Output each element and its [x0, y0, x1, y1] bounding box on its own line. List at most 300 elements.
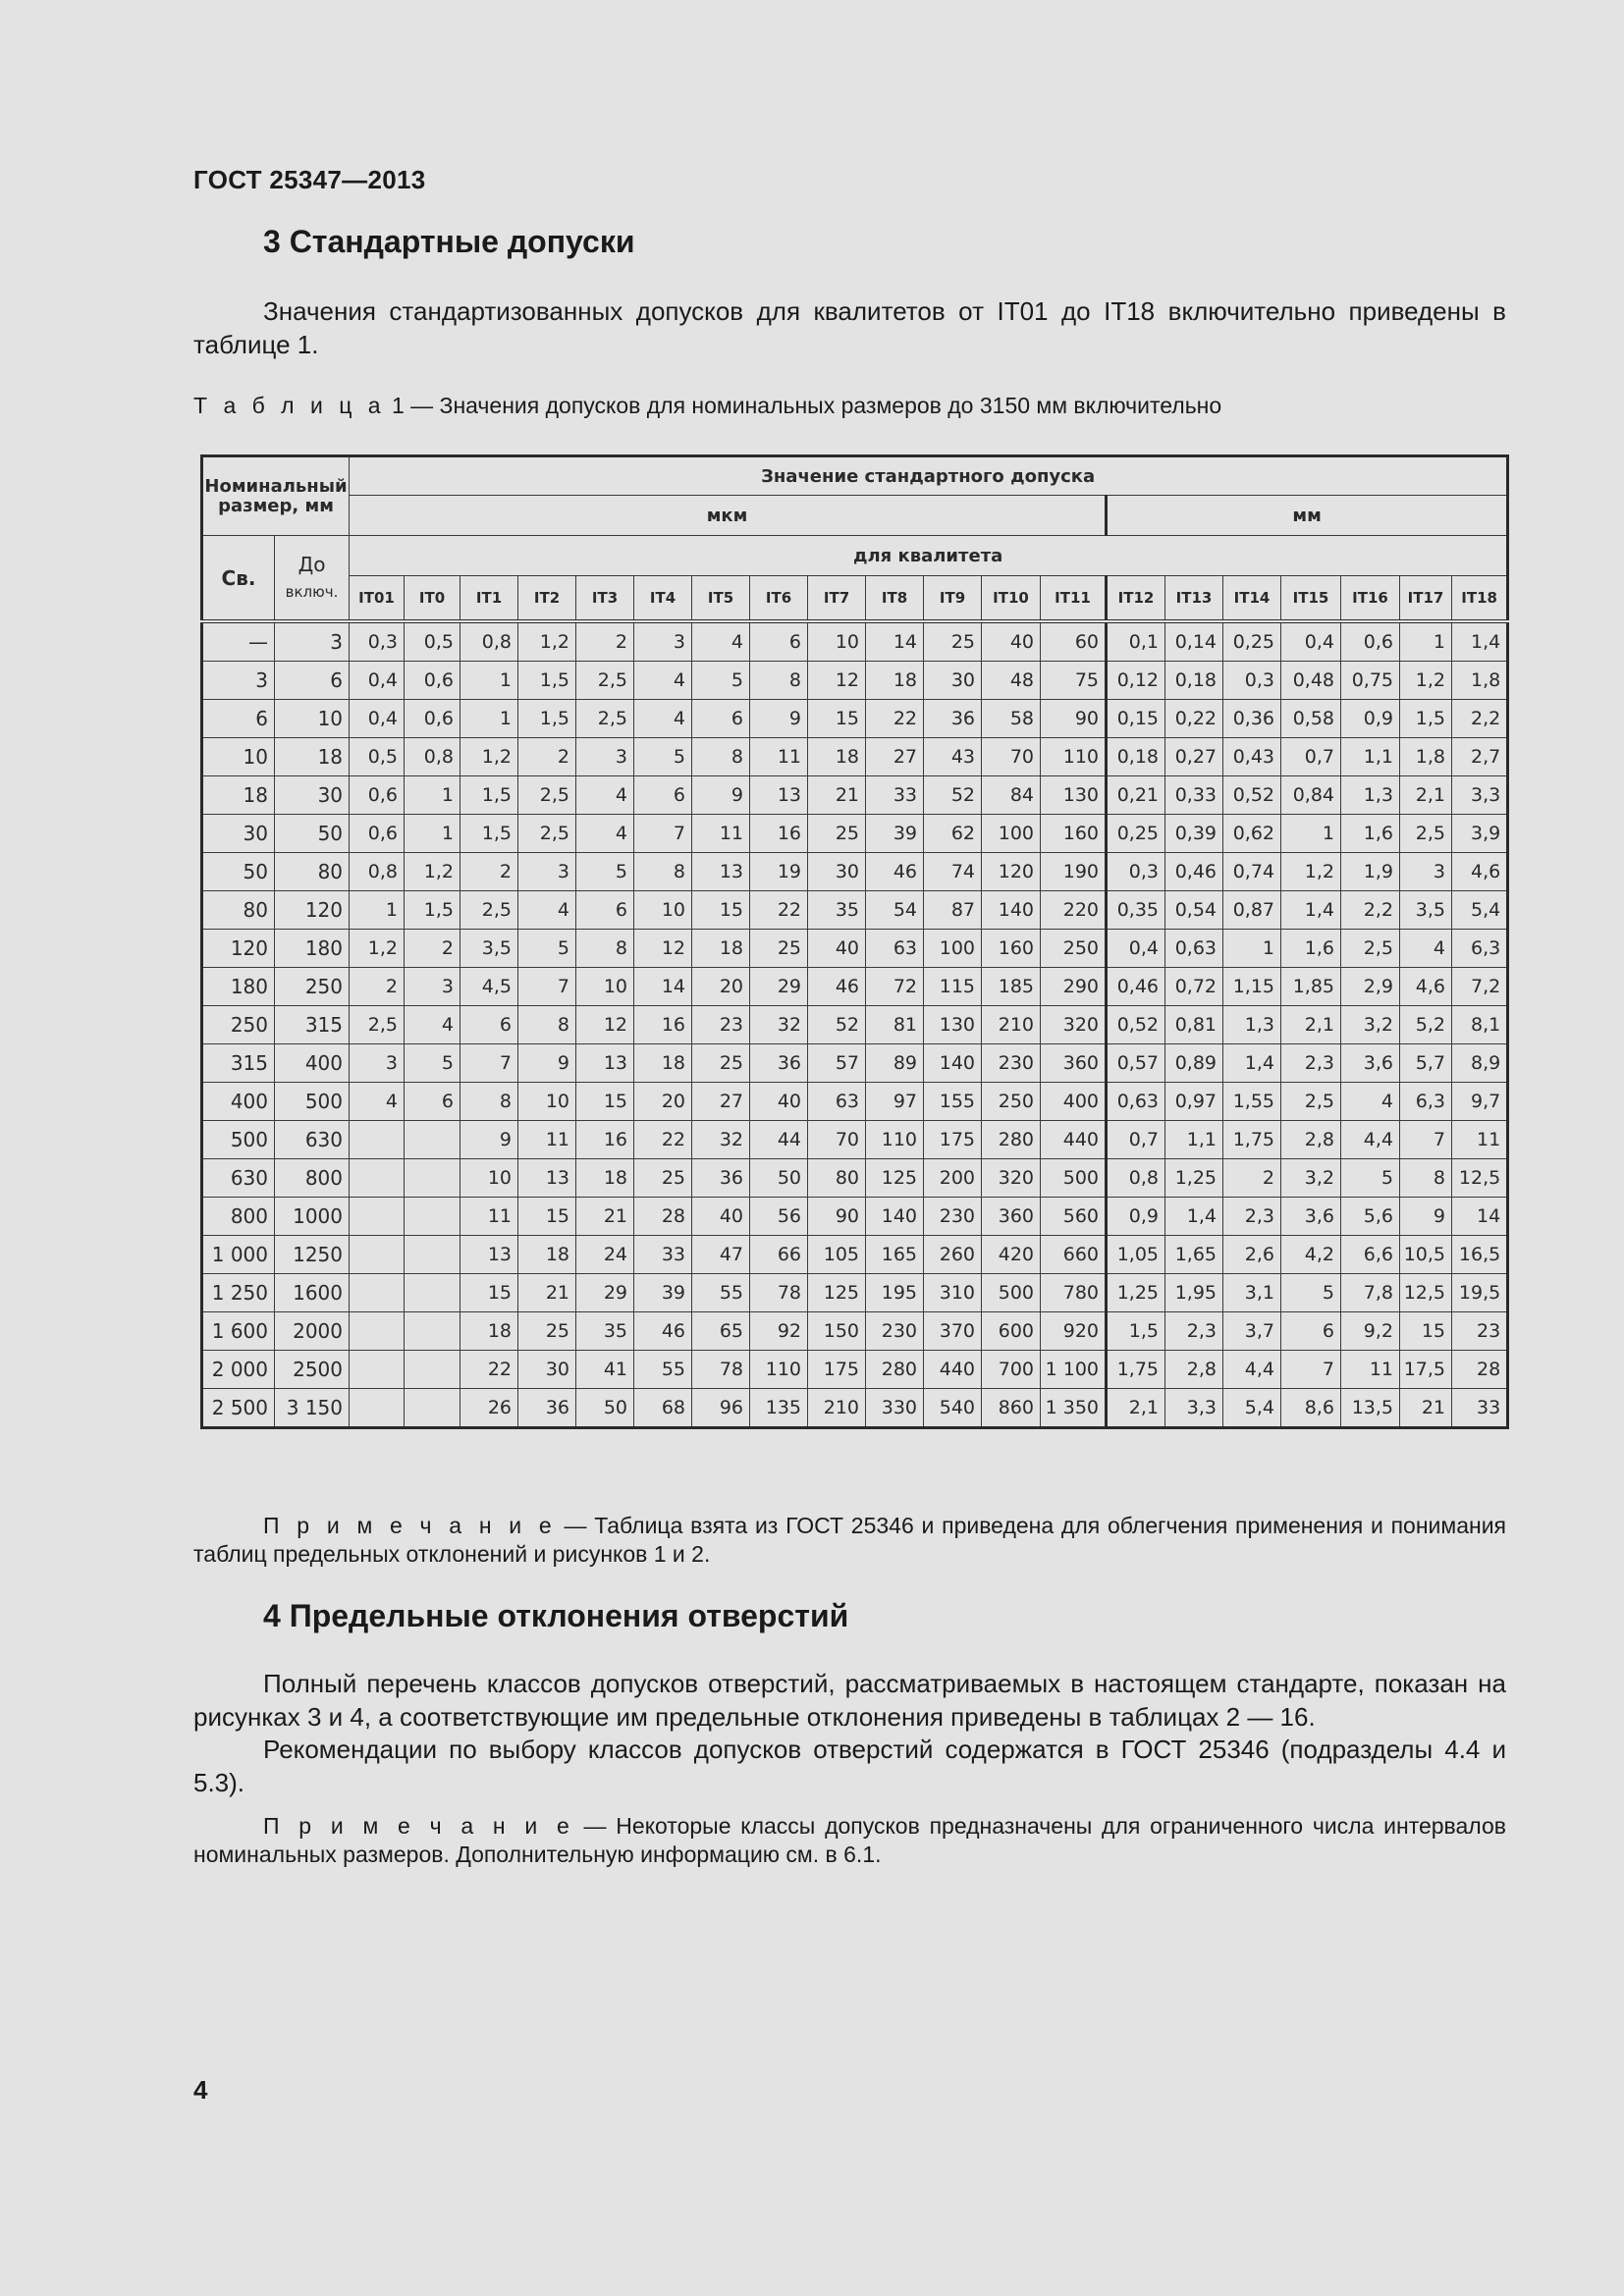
tolerance-cell-it8: 110 — [866, 1121, 924, 1159]
page-number: 4 — [193, 2075, 208, 2105]
tolerance-cell-it3: 50 — [576, 1389, 634, 1428]
tolerance-cell-it15: 2,1 — [1281, 1006, 1341, 1044]
tolerance-cell-it15: 5 — [1281, 1274, 1341, 1312]
tolerance-cell-it4: 3 — [634, 621, 692, 662]
tolerance-cell-it3: 18 — [576, 1159, 634, 1198]
tolerance-cell-it01: 0,5 — [350, 738, 405, 776]
tolerance-cell-it6: 8 — [750, 662, 808, 700]
tolerance-cell-it6: 135 — [750, 1389, 808, 1428]
tolerance-cell-it8: 165 — [866, 1236, 924, 1274]
tolerance-cell-it11: 290 — [1041, 968, 1107, 1006]
tolerance-cell-it16: 4,4 — [1341, 1121, 1400, 1159]
tolerance-cell-it4: 4 — [634, 662, 692, 700]
size-to-cell: 10 — [275, 700, 350, 738]
tolerance-cell-it12: 1,75 — [1107, 1351, 1165, 1389]
tolerance-cell-it16: 0,75 — [1341, 662, 1400, 700]
size-to-cell: 18 — [275, 738, 350, 776]
tolerance-cell-it6: 36 — [750, 1044, 808, 1083]
tolerance-cell-it0: 4 — [405, 1006, 460, 1044]
tolerance-cell-it11: 60 — [1041, 621, 1107, 662]
tolerance-cell-it11: 190 — [1041, 853, 1107, 891]
tolerance-cell-it16: 1,9 — [1341, 853, 1400, 891]
tolerance-cell-it17: 8 — [1400, 1159, 1452, 1198]
tolerance-cell-it14: 0,52 — [1223, 776, 1281, 815]
tolerance-cell-it7: 30 — [808, 853, 866, 891]
tolerance-cell-it13: 2,8 — [1165, 1351, 1223, 1389]
tolerance-cell-it14: 2,3 — [1223, 1198, 1281, 1236]
size-to-label: До — [298, 552, 326, 576]
size-to-cell: 180 — [275, 930, 350, 968]
tolerance-cell-it10: 250 — [982, 1083, 1041, 1121]
size-to-cell: 120 — [275, 891, 350, 930]
tolerance-cell-it2: 10 — [518, 1083, 576, 1121]
tolerance-cell-it3: 3 — [576, 738, 634, 776]
tolerance-cell-it15: 0,48 — [1281, 662, 1341, 700]
tolerance-cell-it01: 4 — [350, 1083, 405, 1121]
tolerance-cell-it16: 1,1 — [1341, 738, 1400, 776]
tolerance-cell-it13: 0,14 — [1165, 621, 1223, 662]
tolerance-cell-it2: 13 — [518, 1159, 576, 1198]
size-to-cell: 250 — [275, 968, 350, 1006]
tolerance-cell-it10: 210 — [982, 1006, 1041, 1044]
tolerance-cell-it18: 23 — [1452, 1312, 1508, 1351]
tolerance-cell-it2: 1,5 — [518, 662, 576, 700]
tolerance-cell-it11: 560 — [1041, 1198, 1107, 1236]
size-to-cell: 6 — [275, 662, 350, 700]
tolerance-cell-it16: 13,5 — [1341, 1389, 1400, 1428]
tolerance-cell-it0: 1,2 — [405, 853, 460, 891]
tolerance-cell-it14: 0,87 — [1223, 891, 1281, 930]
tolerance-cell-it3: 2,5 — [576, 700, 634, 738]
tolerance-cell-it0: 0,6 — [405, 700, 460, 738]
tolerance-cell-it7: 175 — [808, 1351, 866, 1389]
tolerance-cell-it4: 16 — [634, 1006, 692, 1044]
size-to-cell: 500 — [275, 1083, 350, 1121]
tolerance-cell-it9: 115 — [924, 968, 982, 1006]
tolerance-cell-it3: 4 — [576, 815, 634, 853]
size-from-cell: 30 — [202, 815, 275, 853]
tolerance-cell-it4: 46 — [634, 1312, 692, 1351]
tolerance-cell-it13: 2,3 — [1165, 1312, 1223, 1351]
tolerance-cell-it01: 0,6 — [350, 776, 405, 815]
tolerance-cell-it18: 8,1 — [1452, 1006, 1508, 1044]
tolerance-cell-it12: 1,05 — [1107, 1236, 1165, 1274]
tolerance-cell-it12: 0,21 — [1107, 776, 1165, 815]
tolerance-cell-it17: 12,5 — [1400, 1274, 1452, 1312]
tolerance-cell-it1: 22 — [460, 1351, 518, 1389]
tolerance-cell-it6: 25 — [750, 930, 808, 968]
grade-group-header: для квалитета — [350, 536, 1508, 576]
tolerance-cell-it12: 0,15 — [1107, 700, 1165, 738]
grade-header-it7: IT7 — [808, 576, 866, 622]
tolerance-cell-it10: 700 — [982, 1351, 1041, 1389]
tolerance-cell-it12: 0,35 — [1107, 891, 1165, 930]
tolerance-cell-it8: 81 — [866, 1006, 924, 1044]
tolerance-cell-it0: 1 — [405, 815, 460, 853]
tolerance-cell-it7: 10 — [808, 621, 866, 662]
tolerance-cell-it12: 0,3 — [1107, 853, 1165, 891]
section-3-intro-paragraph: Значения стандартизованных допусков для квалитетов от IT01 до IT18 включительно приведены в таблице 1. — [193, 296, 1506, 359]
tolerance-cell-it4: 8 — [634, 853, 692, 891]
tolerance-cell-it0: 1 — [405, 776, 460, 815]
tolerance-cell-it01 — [350, 1198, 405, 1236]
tolerance-cell-it5: 25 — [692, 1044, 750, 1083]
tolerance-cell-it0 — [405, 1121, 460, 1159]
grade-header-it1: IT1 — [460, 576, 518, 622]
tolerance-cell-it16: 4 — [1341, 1083, 1400, 1121]
tolerance-cell-it5: 23 — [692, 1006, 750, 1044]
tolerance-cell-it3: 29 — [576, 1274, 634, 1312]
tolerance-cell-it8: 63 — [866, 930, 924, 968]
tolerance-cell-it6: 92 — [750, 1312, 808, 1351]
tolerance-cell-it1: 1 — [460, 700, 518, 738]
tolerance-cell-it11: 1 350 — [1041, 1389, 1107, 1428]
unit-mm-header: мм — [1107, 496, 1508, 536]
tolerance-cell-it16: 5,6 — [1341, 1198, 1400, 1236]
tolerance-cell-it15: 1,4 — [1281, 891, 1341, 930]
tolerance-cell-it13: 0,63 — [1165, 930, 1223, 968]
tolerance-cell-it6: 50 — [750, 1159, 808, 1198]
tolerance-cell-it18: 11 — [1452, 1121, 1508, 1159]
tolerance-cell-it9: 87 — [924, 891, 982, 930]
tolerance-cell-it13: 0,89 — [1165, 1044, 1223, 1083]
tolerance-cell-it11: 920 — [1041, 1312, 1107, 1351]
tolerance-cell-it17: 1,2 — [1400, 662, 1452, 700]
tolerance-cell-it14: 0,62 — [1223, 815, 1281, 853]
tolerance-cell-it12: 0,1 — [1107, 621, 1165, 662]
size-to-cell: 1250 — [275, 1236, 350, 1274]
tolerance-cell-it10: 58 — [982, 700, 1041, 738]
tolerance-cell-it0 — [405, 1351, 460, 1389]
tolerance-cell-it5: 65 — [692, 1312, 750, 1351]
size-to-cell: 400 — [275, 1044, 350, 1083]
tolerance-cell-it3: 4 — [576, 776, 634, 815]
table-row — [202, 853, 1508, 891]
tolerance-cell-it01: 0,4 — [350, 662, 405, 700]
tolerance-cell-it14: 5,4 — [1223, 1389, 1281, 1428]
tolerance-cell-it12: 0,9 — [1107, 1198, 1165, 1236]
tolerance-cell-it11: 320 — [1041, 1006, 1107, 1044]
tolerance-cell-it11: 1 100 — [1041, 1351, 1107, 1389]
grade-header-it0: IT0 — [405, 576, 460, 622]
tolerance-cell-it8: 330 — [866, 1389, 924, 1428]
tolerance-cell-it6: 40 — [750, 1083, 808, 1121]
size-from-cell: 250 — [202, 1006, 275, 1044]
tolerance-cell-it01: 2 — [350, 968, 405, 1006]
tolerance-cell-it16: 2,9 — [1341, 968, 1400, 1006]
tolerance-cell-it14: 0,43 — [1223, 738, 1281, 776]
tolerance-cell-it18: 16,5 — [1452, 1236, 1508, 1274]
tolerance-cell-it4: 6 — [634, 776, 692, 815]
tolerance-cell-it17: 15 — [1400, 1312, 1452, 1351]
table-caption-label: Т а б л и ц а — [193, 393, 386, 418]
tolerance-cell-it1: 7 — [460, 1044, 518, 1083]
tolerance-cell-it5: 15 — [692, 891, 750, 930]
tolerance-cell-it6: 16 — [750, 815, 808, 853]
tolerance-cell-it11: 500 — [1041, 1159, 1107, 1198]
tolerance-cell-it18: 3,3 — [1452, 776, 1508, 815]
tolerance-cell-it7: 210 — [808, 1389, 866, 1428]
size-to-cell: 80 — [275, 853, 350, 891]
tolerance-cell-it14: 1,3 — [1223, 1006, 1281, 1044]
tolerance-cell-it1: 6 — [460, 1006, 518, 1044]
tolerance-cell-it12: 0,4 — [1107, 930, 1165, 968]
tolerance-cell-it01 — [350, 1121, 405, 1159]
tolerance-cell-it6: 110 — [750, 1351, 808, 1389]
tolerance-cell-it13: 0,22 — [1165, 700, 1223, 738]
tolerance-cell-it4: 14 — [634, 968, 692, 1006]
tolerance-cell-it1: 2,5 — [460, 891, 518, 930]
tolerance-cell-it17: 5,2 — [1400, 1006, 1452, 1044]
size-from-header: Св. — [202, 536, 275, 622]
size-from-cell: 400 — [202, 1083, 275, 1121]
table-row — [202, 1389, 1508, 1428]
tolerance-cell-it10: 40 — [982, 621, 1041, 662]
tolerance-cell-it11: 400 — [1041, 1083, 1107, 1121]
tolerance-cell-it17: 7 — [1400, 1121, 1452, 1159]
tolerance-cell-it2: 1,2 — [518, 621, 576, 662]
tolerance-cell-it01 — [350, 1236, 405, 1274]
tolerance-cell-it1: 18 — [460, 1312, 518, 1351]
tolerance-cell-it16: 3,6 — [1341, 1044, 1400, 1083]
tolerance-cell-it6: 78 — [750, 1274, 808, 1312]
tolerance-cell-it2: 11 — [518, 1121, 576, 1159]
tolerance-cell-it0: 0,5 — [405, 621, 460, 662]
tolerance-cell-it10: 320 — [982, 1159, 1041, 1198]
tolerance-cell-it14: 1,55 — [1223, 1083, 1281, 1121]
size-to-cell: 800 — [275, 1159, 350, 1198]
tolerance-cell-it12: 0,46 — [1107, 968, 1165, 1006]
tolerance-cell-it2: 8 — [518, 1006, 576, 1044]
nominal-size-header: Номинальный размер, мм — [202, 456, 350, 536]
tolerance-cell-it9: 175 — [924, 1121, 982, 1159]
tolerance-cell-it16: 0,9 — [1341, 700, 1400, 738]
grade-header-it14: IT14 — [1223, 576, 1281, 622]
tolerance-cell-it7: 21 — [808, 776, 866, 815]
tolerance-cell-it5: 8 — [692, 738, 750, 776]
tolerance-cell-it0 — [405, 1274, 460, 1312]
tolerance-cell-it0: 0,6 — [405, 662, 460, 700]
section-4-paragraph-1: Полный перечень классов допусков отверстий, рассматриваемых в настоящем стандарте, показан на рисунках 3 и 4, а соответствующие им предельные отклонения приведены в таблицах 2 — 16. — [193, 1669, 1506, 1732]
tolerance-cell-it5: 78 — [692, 1351, 750, 1389]
tolerance-cell-it6: 11 — [750, 738, 808, 776]
tolerance-cell-it10: 48 — [982, 662, 1041, 700]
tolerance-cell-it15: 2,3 — [1281, 1044, 1341, 1083]
size-from-cell: 315 — [202, 1044, 275, 1083]
tolerance-cell-it15: 2,8 — [1281, 1121, 1341, 1159]
tolerance-cell-it8: 280 — [866, 1351, 924, 1389]
table-row — [202, 1236, 1508, 1274]
tolerance-cell-it15: 1,2 — [1281, 853, 1341, 891]
tolerance-cell-it13: 0,97 — [1165, 1083, 1223, 1121]
grade-header-row — [202, 576, 1508, 622]
tolerance-cell-it15: 1,6 — [1281, 930, 1341, 968]
tolerance-cell-it5: 9 — [692, 776, 750, 815]
size-from-cell: 3 — [202, 662, 275, 700]
tolerance-cell-it8: 195 — [866, 1274, 924, 1312]
tolerance-cell-it17: 1,8 — [1400, 738, 1452, 776]
grade-header-it15: IT15 — [1281, 576, 1341, 622]
size-from-cell: 80 — [202, 891, 275, 930]
tolerance-cell-it18: 33 — [1452, 1389, 1508, 1428]
tolerance-cell-it8: 125 — [866, 1159, 924, 1198]
tolerance-cell-it2: 18 — [518, 1236, 576, 1274]
tolerance-cell-it6: 66 — [750, 1236, 808, 1274]
tolerance-cell-it5: 13 — [692, 853, 750, 891]
tolerance-cell-it9: 25 — [924, 621, 982, 662]
table-row — [202, 1312, 1508, 1351]
grade-header-it4: IT4 — [634, 576, 692, 622]
tolerance-cell-it2: 21 — [518, 1274, 576, 1312]
table-row — [202, 1198, 1508, 1236]
tolerance-cell-it16: 1,6 — [1341, 815, 1400, 853]
tolerance-cell-it14: 4,4 — [1223, 1351, 1281, 1389]
tolerance-cell-it18: 5,4 — [1452, 891, 1508, 930]
tolerance-cell-it7: 15 — [808, 700, 866, 738]
tolerance-cell-it3: 12 — [576, 1006, 634, 1044]
tolerance-cell-it10: 120 — [982, 853, 1041, 891]
tolerance-cell-it14: 1,15 — [1223, 968, 1281, 1006]
tolerance-cell-it9: 260 — [924, 1236, 982, 1274]
tolerance-cell-it11: 75 — [1041, 662, 1107, 700]
table-row — [202, 662, 1508, 700]
tolerance-cell-it18: 28 — [1452, 1351, 1508, 1389]
tolerance-cell-it13: 1,1 — [1165, 1121, 1223, 1159]
tolerance-cell-it15: 2,5 — [1281, 1083, 1341, 1121]
tolerance-cell-it01: 0,3 — [350, 621, 405, 662]
tolerance-cell-it14: 1,75 — [1223, 1121, 1281, 1159]
tolerance-cell-it10: 185 — [982, 968, 1041, 1006]
grade-header-it16: IT16 — [1341, 576, 1400, 622]
table-row — [202, 738, 1508, 776]
tolerance-cell-it12: 1,25 — [1107, 1274, 1165, 1312]
tolerance-cell-it17: 6,3 — [1400, 1083, 1452, 1121]
tolerance-cell-it16: 0,6 — [1341, 621, 1400, 662]
tolerance-cell-it10: 500 — [982, 1274, 1041, 1312]
tolerance-cell-it1: 15 — [460, 1274, 518, 1312]
tolerance-cell-it0 — [405, 1236, 460, 1274]
size-to-cell: 315 — [275, 1006, 350, 1044]
grade-header-it8: IT8 — [866, 576, 924, 622]
tolerance-cell-it1: 1,5 — [460, 815, 518, 853]
tolerance-cell-it9: 100 — [924, 930, 982, 968]
tolerance-table-body — [202, 621, 1508, 1428]
tolerance-cell-it2: 1,5 — [518, 700, 576, 738]
tolerance-cell-it10: 230 — [982, 1044, 1041, 1083]
section-4-note-text: — Некоторые классы допусков предназначены для ограниченного числа интервалов номинальных размеров. Дополнительную информацию см. в 6.1. — [193, 1813, 1506, 1867]
tolerance-cell-it3: 2,5 — [576, 662, 634, 700]
tolerance-cell-it11: 130 — [1041, 776, 1107, 815]
tolerance-cell-it18: 1,8 — [1452, 662, 1508, 700]
tolerance-cell-it1: 11 — [460, 1198, 518, 1236]
tolerance-cell-it13: 1,25 — [1165, 1159, 1223, 1198]
tolerance-cell-it8: 54 — [866, 891, 924, 930]
tolerance-cell-it15: 4,2 — [1281, 1236, 1341, 1274]
grade-header-it3: IT3 — [576, 576, 634, 622]
tolerance-cell-it0 — [405, 1389, 460, 1428]
tolerance-cell-it7: 125 — [808, 1274, 866, 1312]
tolerance-cell-it16: 9,2 — [1341, 1312, 1400, 1351]
tolerance-cell-it10: 420 — [982, 1236, 1041, 1274]
table-row — [202, 891, 1508, 930]
tolerance-cell-it1: 1,5 — [460, 776, 518, 815]
tolerance-cell-it15: 1 — [1281, 815, 1341, 853]
grade-header-it5: IT5 — [692, 576, 750, 622]
tolerance-cell-it17: 10,5 — [1400, 1236, 1452, 1274]
size-from-cell: 50 — [202, 853, 275, 891]
tolerance-cell-it1: 10 — [460, 1159, 518, 1198]
size-from-cell: 1 000 — [202, 1236, 275, 1274]
tolerance-cell-it18: 2,7 — [1452, 738, 1508, 776]
size-to-cell: 3 — [275, 621, 350, 662]
tolerance-cell-it13: 1,4 — [1165, 1198, 1223, 1236]
tolerance-cell-it12: 0,63 — [1107, 1083, 1165, 1121]
tolerance-cell-it0 — [405, 1198, 460, 1236]
tolerance-cell-it2: 2,5 — [518, 815, 576, 853]
tolerance-cell-it17: 2,5 — [1400, 815, 1452, 853]
tolerance-cell-it5: 40 — [692, 1198, 750, 1236]
tolerance-cell-it8: 22 — [866, 700, 924, 738]
tolerance-cell-it1: 1 — [460, 662, 518, 700]
tolerance-cell-it9: 140 — [924, 1044, 982, 1083]
tolerance-cell-it13: 0,39 — [1165, 815, 1223, 853]
grade-header-it18: IT18 — [1452, 576, 1508, 622]
tolerance-cell-it5: 47 — [692, 1236, 750, 1274]
tolerance-cell-it2: 4 — [518, 891, 576, 930]
tolerance-cell-it4: 7 — [634, 815, 692, 853]
tolerance-cell-it7: 90 — [808, 1198, 866, 1236]
tolerance-cell-it11: 160 — [1041, 815, 1107, 853]
tolerance-cell-it4: 5 — [634, 738, 692, 776]
tolerance-cell-it7: 70 — [808, 1121, 866, 1159]
tolerance-cell-it13: 0,27 — [1165, 738, 1223, 776]
tolerance-cell-it6: 29 — [750, 968, 808, 1006]
tolerance-cell-it1: 26 — [460, 1389, 518, 1428]
tolerance-cell-it9: 200 — [924, 1159, 982, 1198]
tolerance-cell-it7: 105 — [808, 1236, 866, 1274]
tolerance-cell-it13: 0,33 — [1165, 776, 1223, 815]
table-row — [202, 1274, 1508, 1312]
tolerance-cell-it17: 21 — [1400, 1389, 1452, 1428]
tolerance-cell-it7: 80 — [808, 1159, 866, 1198]
tolerance-cell-it18: 6,3 — [1452, 930, 1508, 968]
tolerance-cell-it15: 6 — [1281, 1312, 1341, 1351]
tolerance-cell-it3: 2 — [576, 621, 634, 662]
tolerance-cell-it8: 18 — [866, 662, 924, 700]
tolerance-cell-it1: 1,2 — [460, 738, 518, 776]
tolerance-cell-it4: 22 — [634, 1121, 692, 1159]
tolerance-cell-it8: 46 — [866, 853, 924, 891]
tolerance-cell-it13: 0,18 — [1165, 662, 1223, 700]
tolerance-cell-it15: 0,7 — [1281, 738, 1341, 776]
tolerance-cell-it5: 36 — [692, 1159, 750, 1198]
tolerance-cell-it2: 36 — [518, 1389, 576, 1428]
tolerance-cell-it01 — [350, 1312, 405, 1351]
tolerance-cell-it15: 3,6 — [1281, 1198, 1341, 1236]
tolerance-cell-it17: 2,1 — [1400, 776, 1452, 815]
tolerance-cell-it16: 1,3 — [1341, 776, 1400, 815]
tolerance-cell-it11: 110 — [1041, 738, 1107, 776]
tolerance-cell-it5: 27 — [692, 1083, 750, 1121]
table-row — [202, 1006, 1508, 1044]
tolerance-cell-it5: 18 — [692, 930, 750, 968]
tolerance-cell-it12: 1,5 — [1107, 1312, 1165, 1351]
tolerance-cell-it13: 0,54 — [1165, 891, 1223, 930]
grade-header-it13: IT13 — [1165, 576, 1223, 622]
size-from-cell: 2 000 — [202, 1351, 275, 1389]
tolerance-cell-it01: 1 — [350, 891, 405, 930]
tolerance-cell-it11: 360 — [1041, 1044, 1107, 1083]
